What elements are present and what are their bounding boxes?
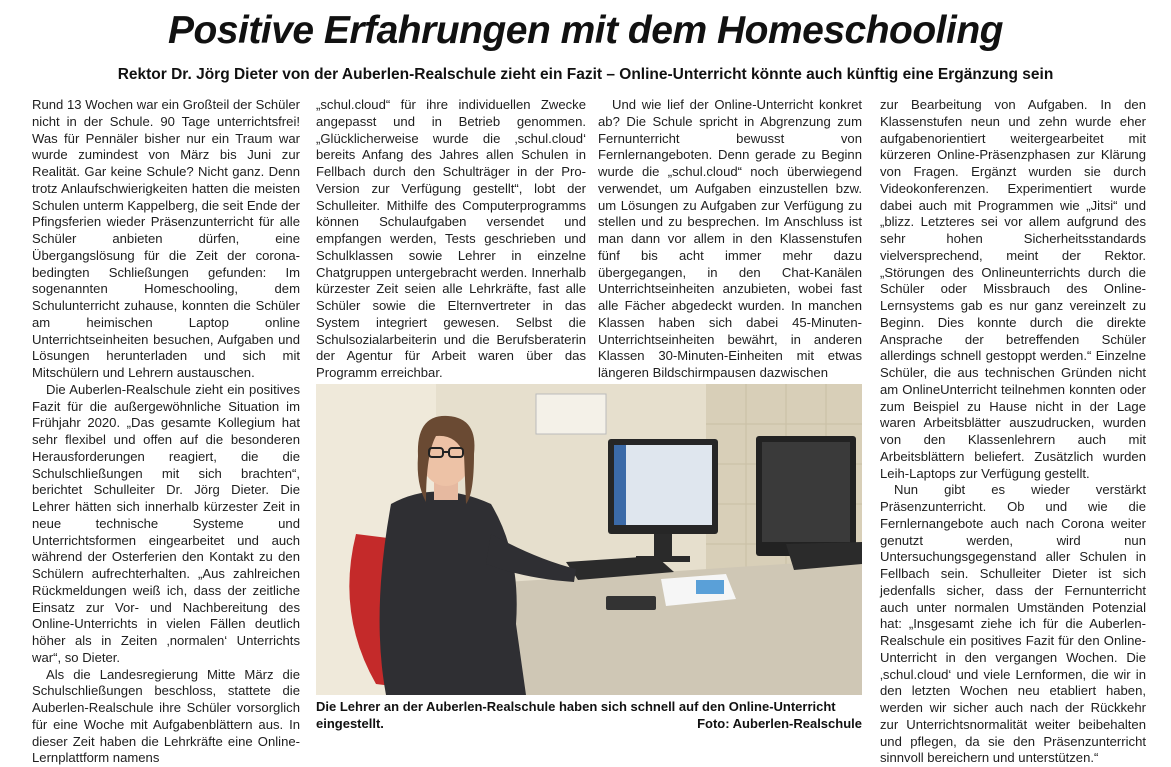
article-column-1 [32,97,300,747]
article-column-2 [316,97,586,379]
photo-caption [316,699,862,732]
article-column-4 [880,97,1146,747]
paragraph: Rund 13 Wochen war ein Großteil der Schüler nicht in der Schule. 90 Tage unterrichtsfrei! Was für Pennäler bisher nur ein Traum war wurde zumindest von März bis Juni zur Realität. Gar keine Schule? Nicht ganz. Denn trotz Anlaufschwierigkeiten hatten die meisten Schulen unterm Kappelberg, die seit Ende der Pfingsferien wieder Präsenzunterricht für alle Schüler anbieten dürfen, eine Übergangslösung für die Zeit der corona-bedingten Schließungen gefunden: Im sogenannten Homeschooling, dem Schulunterricht zuhause, konnten die Schüler am heimischen Laptop online Unterrichtseinheiten besuchen, Aufgaben und Lösungen herunterladen und sich mit Mitschülern und Lehrern austauschen. [32,97,300,382]
paragraph: Nun gibt es wieder verstärkt Präsenzunterricht. Ob und wie die Fernlernangebote auch nach Corona weiter genutzt werden, wird nun Untersuchungsgegenstand aller Schulen in Fellbach sein. Schulleiter Dieter ist sich jedenfalls sicher, dass der Fernunterricht auch unter normalen Umständen Potenzial hat: „Insgesamt ziehe ich für die Auberlen-Realschule ein positives Fazit für den Online-Unterricht in den vergangen Wochen. Die ‚schul.cloud‘ und viele Lernformen, die wir in den letzten Wochen neu etabliert haben, werden wir sicher auch nach der Rückkehr zur Unterrichtsnormalität weiter beibehalten und pflegen, da sie den Präsenzunterricht sinnvoll bereichern und unterstützen.“ [880,482,1146,767]
paragraph: Und wie lief der Online-Unterricht konkret ab? Die Schule spricht in Abgrenzung zum Fernunterricht bewusst von Fernlernangeboten. Denn gerade zu Beginn wurde die „schul.cloud“ noch überwiegend verwendet, um Aufgaben einzustellen bzw. um Lösungen zu Aufgaben zur Verfügung zu stellen und zu besprechen. Im Anschluss ist man dann vor allem in den Klassenstufen fünf bis acht immer mehr dazu übergegangen, in den Chat-Kanälen Unterrichtseinheiten anzubieten, wobei fast alle Fächer abgedeckt wurden. In manchen Klassen haben sich dabei 45-Minuten-Unterrichtseinheiten bewährt, in anderen Klassen 30-Minuten-Einheiten mit etwas längeren Bildschirmpausen dazwischen [598,97,862,382]
subheadline: Rektor Dr. Jörg Dieter von der Auberlen-Realschule zieht ein Fazit – Online-Unterricht könnte auch künftig eine Ergänzung sein [0,64,1171,86]
headline: Positive Erfahrungen mit dem Homeschooling [0,8,1171,54]
paragraph: zur Bearbeitung von Aufgaben. In den Klassenstufen neun und zehn wurde eher aufgabenorientiert weitergearbeitet mit kürzeren Online-Präsenzphasen zur Klärung von Fragen. Ergänzt wurden sie durch Videokonferenzen. Experimentiert wurde dabei auch mit Programmen wie „Jitsi“ und „blizz. Letzteres sei vor allem aufgrund des sehr hohen Sicherheitsstandards vielversprechend, meint der Rektor. „Störungen des Onlineunterrichts durch die Schüler oder Missbrauch des Online-Lernsystems gab es nur ganz vereinzelt zu Beginn. Dies konnte durch die direkte Ansprache der betreffenden Schüler allerdings schnell gestoppt werden.“ Einzelne Schüler, die aus technischen Gründen nicht am OnlineUnterricht teilnehmen konnten oder zum Beispiel zu Hause nicht in der Lage waren Arbeitsblätter auszudrucken, wurden von den Klassenlehrern auch mit Arbeitsblättern beliefert. Zusätzlich wurden Leih-Laptops zur Verfügung gestellt. [880,97,1146,482]
photo-credit: Foto: Auberlen-Realschule [697,716,862,733]
paragraph: „schul.cloud“ für ihre individuellen Zwecke angepasst und in Betrieb genommen. „Glücklicherweise wurde die ‚schul.cloud‘ bereits Anfang des Jahres allen Schulen in Fellbach durch den Schulträger in der Pro-Version zur Verfügung gestellt“, lobt der Schulleiter. Mithilfe des Computerprogramms können Schulaufgaben versendet und empfangen werden, Tests geschrieben und Schulklassen sowie Lehrer in einzelne Chatgruppen untergebracht werden. Innerhalb kürzester Zeit seien alle Lehrkräfte, fast alle Schüler sowie die Elternvertreter in das System integriert gewesen. Selbst die Schulsozialarbeiterin und die Berufsberaterin der Agentur für Arbeit waren über das Programm erreichbar. [316,97,586,382]
caption-text: Die Lehrer an der Auberlen-Realschule haben sich schnell auf den Online-Unterricht eingestellt. [316,699,836,731]
article-photo [316,384,862,695]
paragraph: Die Auberlen-Realschule zieht ein positives Fazit für die außergewöhnliche Situation im Frühjahr 2020. „Das gesamte Kollegium hat sehr flexibel und offen auf die besonderen Herausforderungen reagiert, die die Schulschließungen mit sich brachten“, berichtet Schulleiter Dr. Jörg Dieter. Die Lehrer hätten sich innerhalb kürzester Zeit in neue technische Systeme und Unterrichtsformen eingearbeitet und auch während der Osterferien den Kontakt zu den Schülern aufrechterhalten. „Aus zahlreichen Rückmeldungen weiß ich, dass der zeitliche Einsatz zur Vor- und Nachbereitung des Online-Unterrichts in vielen Fällen deutlich höher als in Zeiten ‚normalen‘ Unterrichts war“, so Dieter. [32,382,300,667]
article-column-3 [598,97,862,379]
paragraph: Als die Landesregierung Mitte März die Schulschließungen beschloss, stattete die Auberlen-Realschule ihre Schüler vorsorglich für eine Woche mit Aufgabenblättern aus. In dieser Zeit haben die Lehrkräfte eine Online-Lernplattform namens [32,667,300,767]
